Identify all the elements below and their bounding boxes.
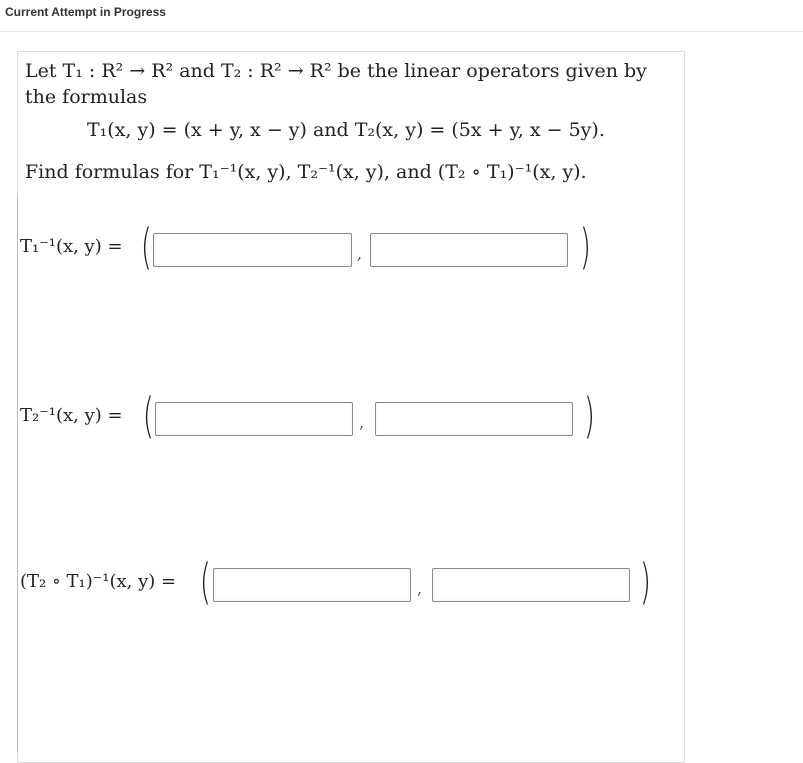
- answer-row-t2-inverse: [20, 388, 680, 453]
- close-paren: ): [583, 388, 595, 444]
- prompt-line-2: the formulas: [25, 86, 148, 108]
- prompt-operators: T₁ : R² → R² and T₂ : R² → R² be the linear operators given by: [62, 60, 647, 82]
- prompt-question: Find formulas for T₁⁻¹(x, y), T₂⁻¹(x, y), and (T₂ ∘ T₁)⁻¹(x, y).: [25, 161, 587, 183]
- t1-inverse-second-input[interactable]: [370, 233, 568, 267]
- t2-inverse-second-input[interactable]: [375, 402, 573, 436]
- composition-inverse-first-input[interactable]: [213, 568, 411, 602]
- comma: ,: [357, 244, 363, 263]
- composition-inverse-second-input[interactable]: [432, 568, 630, 602]
- comma: ,: [359, 413, 365, 432]
- row-label: T₂⁻¹(x, y) =: [20, 405, 123, 426]
- comma: ,: [417, 579, 423, 598]
- t2-inverse-first-input[interactable]: [155, 402, 353, 436]
- prompt-formulas: T₁(x, y) = (x + y, x − y) and T₂(x, y) = (5x + y, x − 5y).: [87, 119, 605, 141]
- prompt-line-1: [25, 58, 647, 85]
- t1-inverse-first-input[interactable]: [153, 233, 352, 267]
- answer-row-composition-inverse: [20, 554, 680, 619]
- open-paren: (: [140, 219, 152, 275]
- close-paren: ): [579, 219, 591, 275]
- prompt-prefix: Let: [25, 60, 63, 82]
- row-label: (T₂ ∘ T₁)⁻¹(x, y) =: [20, 571, 177, 592]
- answer-area-rule: [17, 195, 18, 753]
- open-paren: (: [199, 554, 211, 610]
- header-divider: [0, 31, 803, 32]
- answer-row-t1-inverse: [20, 219, 680, 284]
- close-paren: ): [639, 554, 651, 610]
- open-paren: (: [142, 388, 154, 444]
- attempt-status: Current Attempt in Progress: [5, 5, 166, 19]
- row-label: T₁⁻¹(x, y) =: [20, 236, 123, 257]
